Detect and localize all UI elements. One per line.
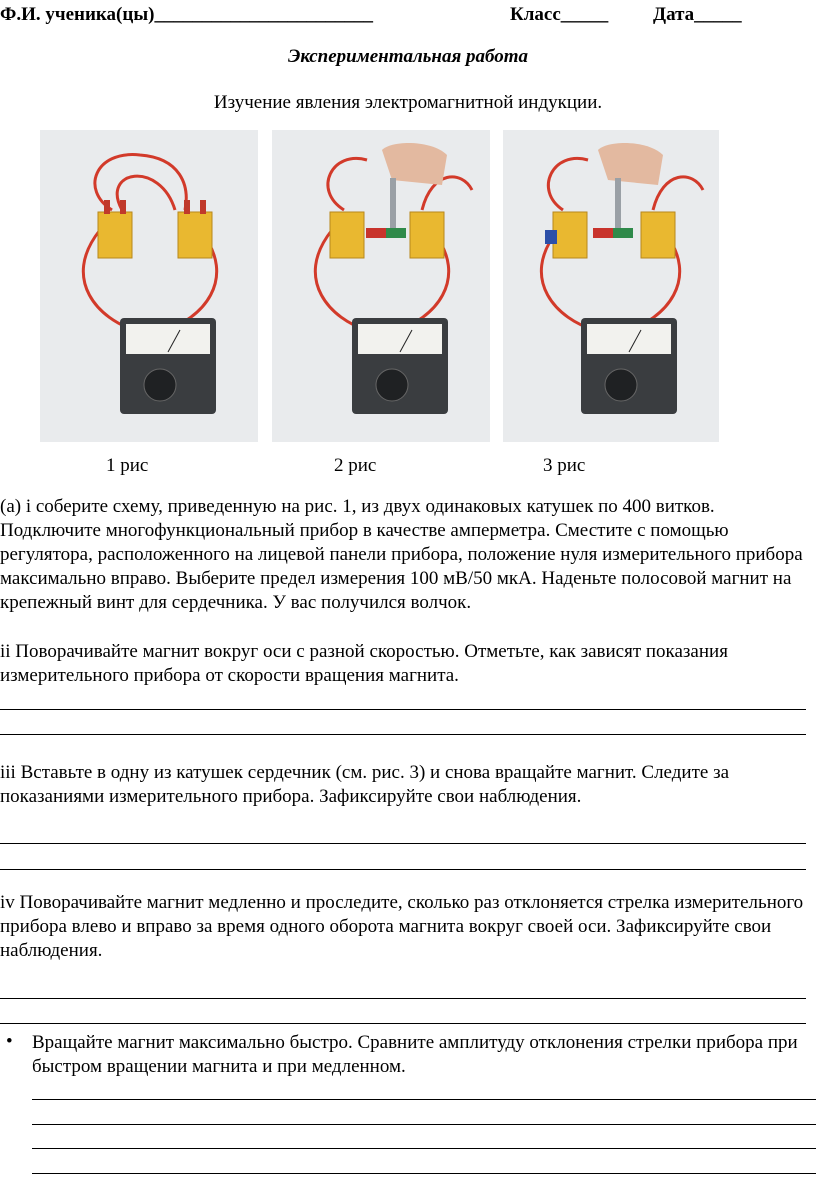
document-title: Экспериментальная работа: [287, 46, 529, 67]
answer-line: [0, 734, 806, 735]
answer-line: [32, 1099, 816, 1100]
figure-2-caption: 2 рис: [334, 455, 377, 476]
task-iii-text: iii Вставьте в одну из катушек сердечник (см. рис. 3) и снова вращайте магнит. Следите за показаниями измерительного прибора. Зафиксируйте свои наблюдения.: [0, 762, 730, 807]
answer-line: [0, 998, 806, 999]
answer-line: [32, 1148, 816, 1149]
answer-line: [0, 1023, 806, 1024]
answer-line: [0, 869, 806, 870]
document-subtitle: Изучение явления электромагнитной индукции.: [213, 92, 603, 113]
figure-1-caption: 1 рис: [106, 455, 149, 476]
answer-line: [0, 843, 806, 844]
bullet-icon: •: [6, 1031, 13, 1052]
task-ii-text: ii Поворачивайте магнит вокруг оси с разной скоростью. Отметьте, как зависят показания измерительного прибора от скорости вращения магнита.: [0, 641, 728, 686]
figure-3-caption: 3 рис: [543, 455, 586, 476]
task-bullet-text: Вращайте магнит максимально быстро. Сравните амплитуду отклонения стрелки прибора при быстром вращении магнита и при медленном.: [32, 1032, 798, 1077]
figure-2-photo: [272, 130, 490, 442]
answer-line: [32, 1124, 816, 1125]
task-a-text: (a) i соберите схему, приведенную на рис. 1, из двух одинаковых катушек по 400 витков. Подключите многофункциональный прибор в качестве амперметра. Сместите с помощью регулятора, расположенного на лицевой панели прибора, положение нуля измерительного прибора максимально вправо. Выберите предел измерения 100 мВ/50 мкА. Наденьте полосовой магнит на крепежный винт для сердечника. У вас получился волчок.: [0, 496, 803, 613]
student-name-field: Ф.И. ученика(цы)_______________________: [0, 4, 373, 25]
figure-1-photo: [40, 130, 258, 442]
task-iv-text: iv Поворачивайте магнит медленно и проследите, сколько раз отклоняется стрелка измерительного прибора влево и вправо за время одного оборота магнита вокруг своей оси. Зафиксируйте свои наблюдения.: [0, 892, 804, 961]
answer-line: [0, 709, 806, 710]
date-field: Дата_____: [653, 4, 742, 25]
answer-line: [32, 1173, 816, 1174]
figure-3-photo: [503, 130, 719, 442]
class-field: Класс_____: [510, 4, 609, 25]
